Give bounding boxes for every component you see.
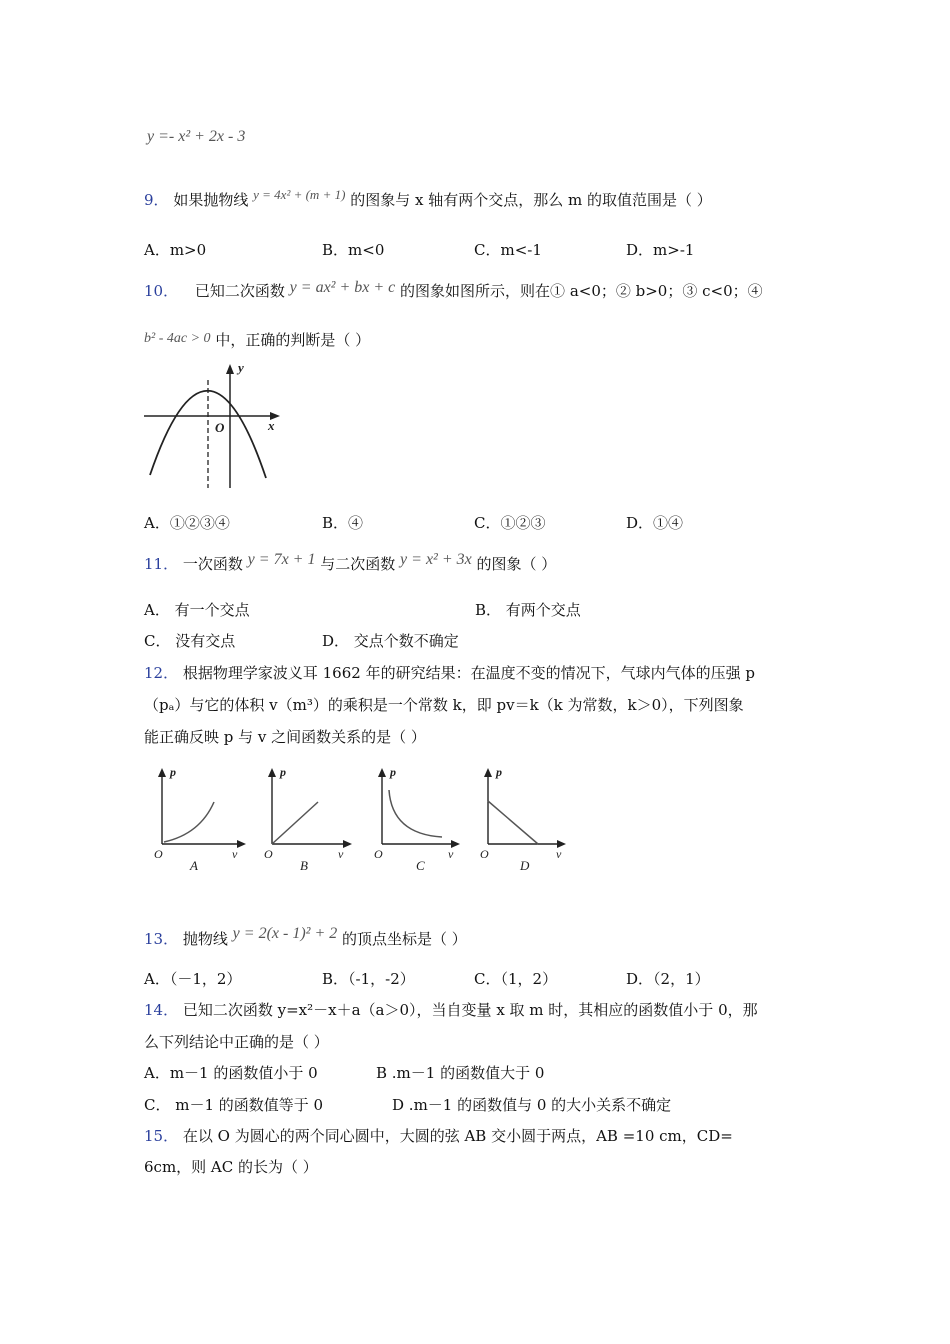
question-number: 12． (144, 664, 179, 682)
formula: y = 2(x - 1)² + 2 (232, 925, 338, 942)
option-c[interactable]: C．（1，2） (474, 970, 558, 988)
question-text: 的图象与 x 轴有两个交点，那么 m 的取值范围是（ ） (350, 191, 712, 209)
question-text: 根据物理学家波义耳 1662 年的研究结果：在温度不变的情况下，气球内气体的压强 p (182, 664, 755, 682)
curve (164, 802, 214, 842)
v-axis-arrow (343, 840, 352, 848)
v-label: v (338, 847, 344, 861)
option-b[interactable]: B．（-1，-2） (322, 970, 415, 988)
o-label: O (264, 847, 273, 861)
option-c[interactable]: C．m<-1 (474, 241, 542, 259)
question-number: 9． (144, 191, 169, 209)
option-c[interactable]: C． 没有交点 (144, 632, 236, 650)
curve (488, 801, 538, 844)
question-text: 的图象（ ） (476, 555, 557, 573)
question-number: 13． (144, 930, 179, 948)
question-12-line2: （pₐ）与它的体积 v（m³）的乘积是一个常数 k，即 pv＝k（k 为常数，k＞0），下列图象 (144, 696, 744, 714)
graph-origin-label: O (215, 420, 225, 435)
option-a[interactable]: A．m－1 的函数值小于 0 (144, 1064, 318, 1082)
option-d[interactable]: D．m>-1 (626, 241, 695, 259)
question-15-line2: 6cm，则 AC 的长为（ ） (144, 1158, 318, 1176)
v-label: v (448, 847, 454, 861)
curve (272, 802, 318, 844)
formula: y = x² + 3x (400, 551, 472, 568)
formula: y = 4x² + (m + 1) (253, 187, 346, 202)
question-14 (144, 1000, 758, 1020)
p-axis-arrow (158, 768, 166, 777)
question-number: 10． (144, 282, 179, 300)
graph-d (478, 764, 578, 876)
option-b[interactable]: B． 有两个交点 (475, 601, 581, 619)
v-axis-arrow (237, 840, 246, 848)
question-number: 14． (144, 1001, 179, 1019)
graph-a (152, 764, 252, 876)
option-a[interactable]: A． 有一个交点 (144, 601, 250, 619)
question-text: 已知二次函数 (194, 282, 285, 300)
option-b[interactable]: B .m－1 的函数值大于 0 (376, 1064, 545, 1082)
p-label: p (496, 765, 502, 779)
question-number: 15． (144, 1127, 179, 1145)
graph-label: A (190, 858, 198, 873)
question-text: 已知二次函数 y=x²－x＋a（a＞0），当自变量 x 取 m 时，其相应的函数值小于 0，那 (182, 1001, 758, 1019)
o-label: O (374, 847, 383, 861)
question-text: 与二次函数 (320, 555, 396, 573)
question-text: 一次函数 (182, 555, 243, 573)
graph-label: B (300, 858, 308, 873)
option-a[interactable]: A．m>0 (144, 241, 207, 259)
question-text: 在以 O 为圆心的两个同心圆中，大圆的弦 AB 交小圆于两点，AB =10 cm，CD= (182, 1127, 733, 1145)
y-axis-arrow (226, 364, 234, 374)
question-text: 如果抛物线 (173, 191, 249, 209)
graph-y-label: y (238, 360, 244, 375)
question-text: 抛物线 (182, 930, 228, 948)
graph-b (262, 764, 362, 876)
option-d[interactable]: D．①④ (626, 514, 684, 532)
parabola-graph (140, 360, 290, 495)
graph-c (372, 764, 472, 876)
option-d[interactable]: D .m－1 的函数值与 0 的大小关系不确定 (392, 1096, 672, 1114)
graph-label: D (520, 858, 530, 873)
question-13 (144, 925, 467, 950)
question-10-line2 (144, 330, 370, 352)
option-d[interactable]: D． 交点个数不确定 (322, 632, 459, 650)
question-9 (144, 187, 712, 211)
option-b[interactable]: B．m<0 (322, 241, 385, 259)
question-10 (144, 281, 763, 302)
o-label: O (480, 847, 489, 861)
formula: y = 7x + 1 (247, 551, 316, 568)
option-c[interactable]: C．①②③ (474, 514, 546, 532)
v-label: v (556, 847, 562, 861)
option-b[interactable]: B．④ (322, 514, 364, 532)
question-11 (144, 551, 557, 575)
graph-label: C (416, 858, 425, 873)
question-15 (144, 1126, 733, 1146)
p-label: p (170, 765, 176, 779)
question-number: 11． (144, 555, 179, 573)
o-label: O (154, 847, 163, 861)
question-14-line2: 么下列结论中正确的是（ ） (144, 1033, 329, 1051)
graph-x-label: x (268, 418, 275, 433)
question-12-line3: 能正确反映 p 与 v 之间函数关系的是（ ） (144, 728, 426, 746)
p-label: p (280, 765, 286, 779)
equation-top: y =- x² + 2x - 3 (147, 128, 246, 145)
v-label: v (232, 847, 238, 861)
p-axis-arrow (268, 768, 276, 777)
option-d[interactable]: D．（2，1） (626, 970, 710, 988)
p-axis-arrow (378, 768, 386, 777)
question-text: 的图象如图所示，则在① a<0；② b>0；③ c<0；④ (400, 282, 763, 300)
question-text: 中，正确的判断是（ ） (215, 331, 371, 349)
option-a[interactable]: A．①②③④ (144, 514, 230, 532)
p-axis-arrow (484, 768, 492, 777)
p-label: p (390, 765, 396, 779)
formula: y = ax² + bx + c (289, 279, 396, 296)
option-c[interactable]: C． m－1 的函数值等于 0 (144, 1096, 324, 1114)
formula: b² - 4ac > 0 (144, 331, 211, 346)
curve (389, 790, 442, 837)
question-12 (144, 663, 755, 683)
option-a[interactable]: A．（－1，2） (144, 970, 242, 988)
question-text: 的顶点坐标是（ ） (342, 930, 467, 948)
